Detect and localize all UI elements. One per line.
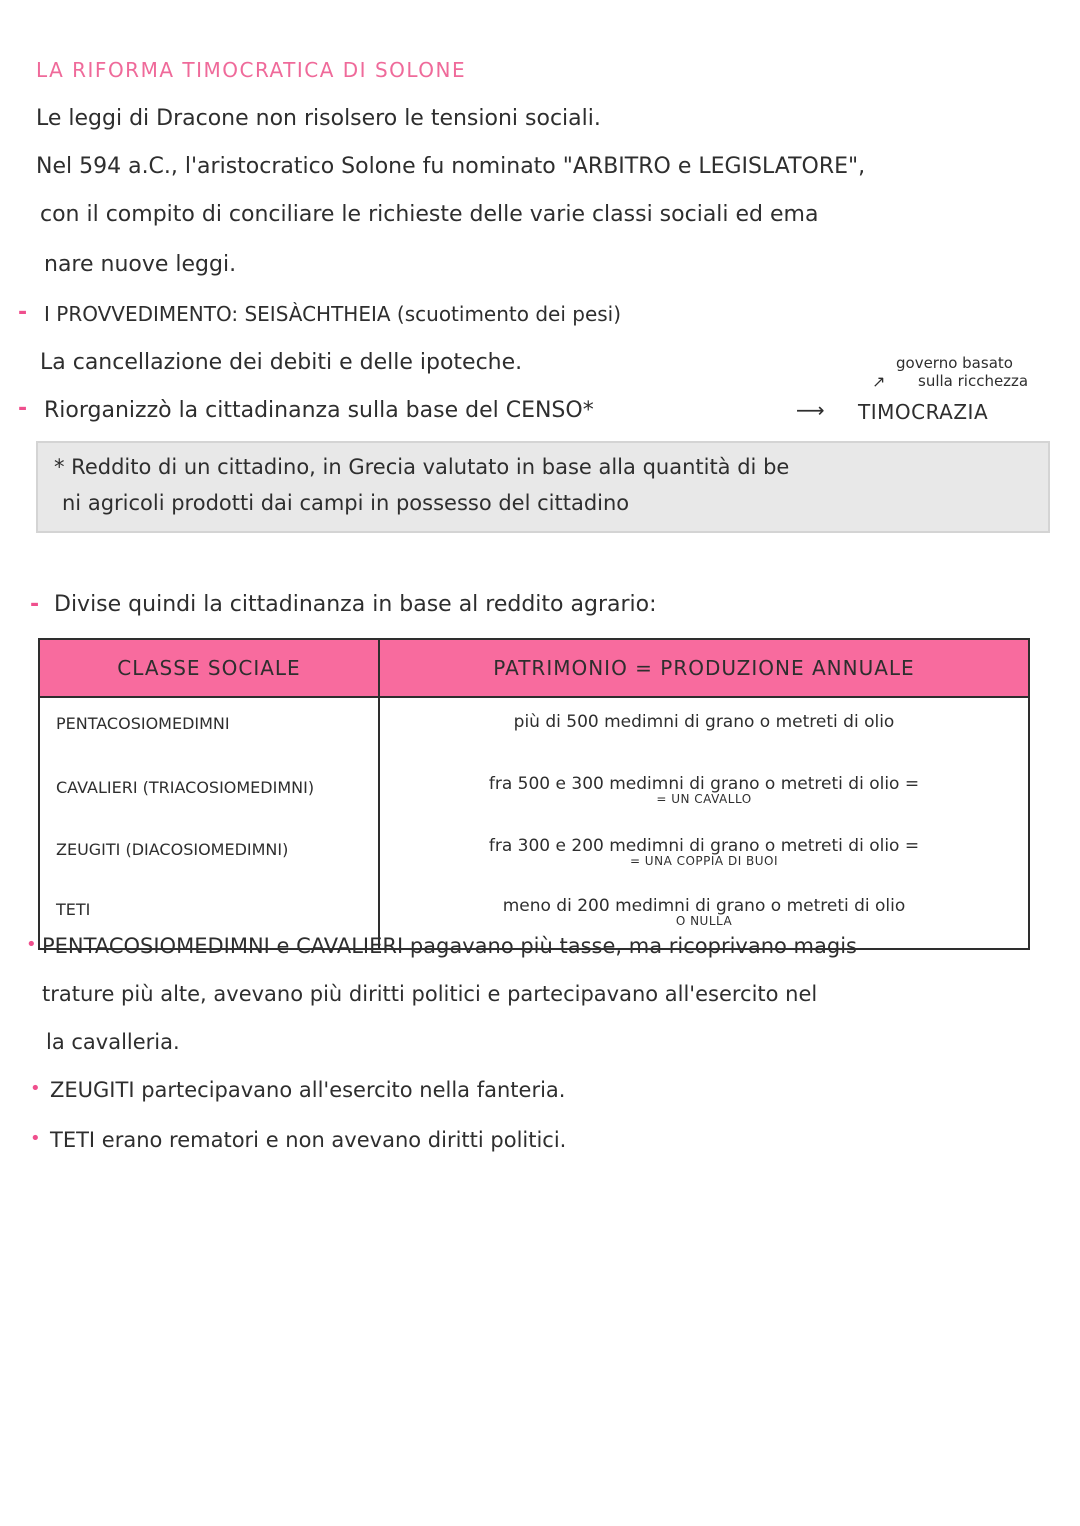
table-header-row	[39, 639, 1029, 697]
intro-line-1: Le leggi di Dracone non risolsero le tensioni sociali.	[36, 106, 601, 131]
provvedimento-desc: La cancellazione dei debiti e delle ipoteche.	[40, 350, 523, 375]
dash-marker: -	[30, 592, 40, 617]
dash-marker: -	[18, 396, 28, 421]
intro-line-4: nare nuove leggi.	[44, 252, 237, 277]
patrimonio-note: = UNA COPPIA DI BUOI	[629, 854, 779, 868]
classe-cell: ZEUGITI (DIACOSIOMEDIMNI)	[39, 826, 379, 888]
bullet-1-line-3: la cavalleria.	[46, 1030, 180, 1054]
definition-line-1: * Reddito di un cittadino, in Grecia valutato in base alla quantità di be	[54, 455, 790, 479]
table-row	[39, 697, 1029, 762]
timocrazia-note	[896, 354, 1028, 390]
patrimonio-text: più di 500 medimni di grano o metreti di olio	[513, 712, 895, 732]
classes-table	[38, 638, 1030, 950]
note-line-1: governo basato	[896, 354, 1013, 372]
intro-line-3: con il compito di conciliare le richieste delle varie classi sociali ed ema	[40, 202, 819, 227]
patrimonio-cell	[379, 826, 1029, 888]
bullet-1-line-1: PENTACOSIOMEDIMNI e CAVALIERI pagavano più tasse, ma ricoprivano magis	[42, 934, 857, 958]
bullet-3: TETI erano rematori e non avevano diritti politici.	[50, 1128, 567, 1152]
classe-cell: PENTACOSIOMEDIMNI	[39, 697, 379, 762]
patrimonio-cell	[379, 697, 1029, 762]
definition-box	[36, 441, 1050, 533]
arrow-right-icon: ⟶	[796, 398, 825, 422]
intro-line-2: Nel 594 a.C., l'aristocratico Solone fu nominato "ARBITRO e LEGISLATORE",	[36, 154, 866, 179]
patrimonio-text: fra 300 e 200 medimni di grano o metreti di olio =	[488, 836, 920, 856]
patrimonio-text: fra 500 e 300 medimni di grano o metreti di olio =	[488, 774, 920, 794]
classe-cell: CAVALIERI (TRIACOSIOMEDIMNI)	[39, 762, 379, 826]
patrimonio-cell	[379, 762, 1029, 826]
dash-marker: -	[18, 300, 28, 325]
patrimonio-note: O NULLA	[675, 914, 733, 928]
bullet-icon: •	[30, 1128, 41, 1149]
bullet-2: ZEUGITI partecipavano all'esercito nella fanteria.	[50, 1078, 566, 1102]
curved-arrow-icon: ↗	[872, 372, 886, 391]
page-title: LA RIFORMA TIMOCRATICA DI SOLONE	[36, 58, 467, 82]
patrimonio-note: = UN CAVALLO	[656, 792, 752, 806]
bullet-icon: •	[30, 1078, 41, 1099]
riorganizzo-text: Riorganizzò la cittadinanza sulla base del CENSO*	[44, 398, 594, 423]
header-classe: CLASSE SOCIALE	[39, 639, 379, 697]
patrimonio-text: meno di 200 medimni di grano o metreti di olio	[502, 896, 906, 916]
bullet-icon: •	[26, 934, 37, 955]
classe-cell: TETI	[39, 888, 379, 949]
divise-text: Divise quindi la cittadinanza in base al reddito agrario:	[54, 592, 657, 617]
table-row	[39, 762, 1029, 826]
bullet-1-line-2: trature più alte, avevano più diritti politici e partecipavano all'esercito nel	[42, 982, 818, 1006]
note-line-2: sulla ricchezza	[918, 372, 1029, 390]
timocrazia-label: TIMOCRAZIA	[858, 400, 989, 424]
header-patrimonio: PATRIMONIO = PRODUZIONE ANNUALE	[379, 639, 1029, 697]
table-row	[39, 826, 1029, 888]
provvedimento-label: I PROVVEDIMENTO: SEISÀCHTHEIA (scuotimento dei pesi)	[44, 302, 622, 326]
definition-line-2: ni agricoli prodotti dai campi in possesso del cittadino	[62, 491, 630, 515]
